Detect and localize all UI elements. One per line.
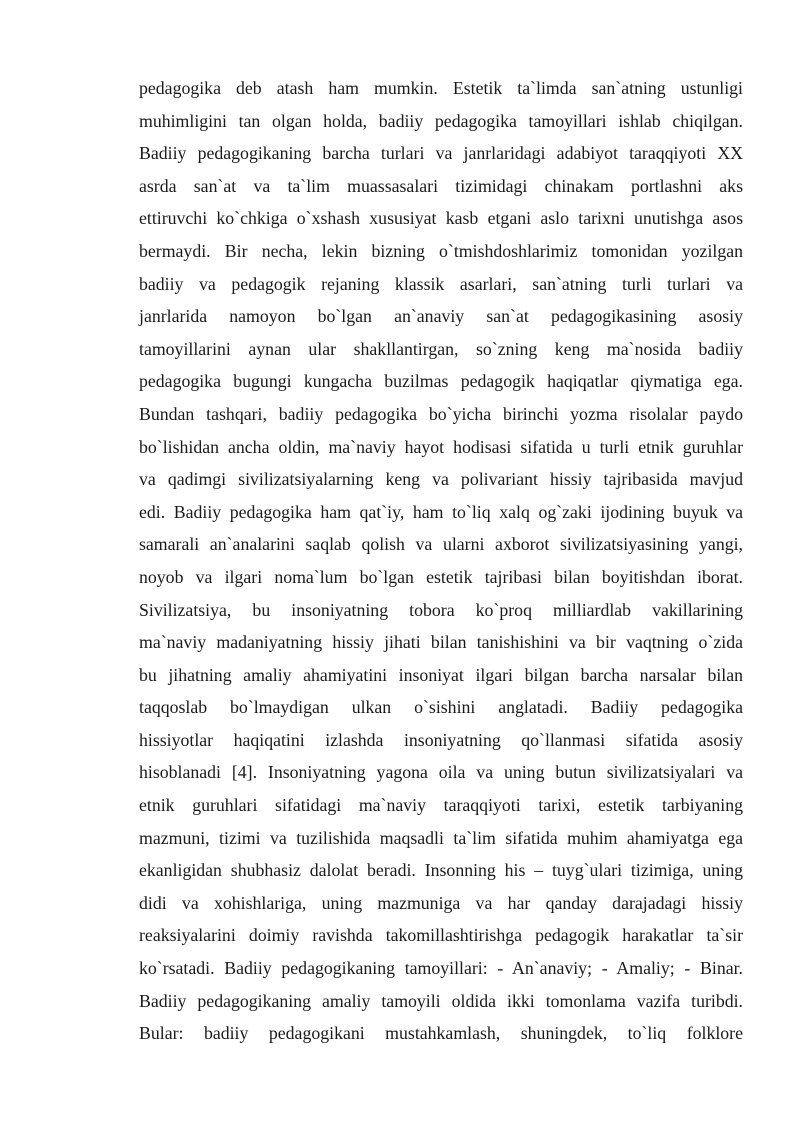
text-line: va qadimgi sivilizatsiyalarning keng va polivariant hissiy tajribasida mavjud (139, 469, 743, 490)
text-line: hissiyotlar haqiqatini izlashda insoniyatning qo`llanmasi sifatida asosiy (139, 729, 743, 750)
text-line: reaksiyalarini doimiy ravishda takomillashtirishga pedagogik harakatlar ta`sir (139, 925, 743, 946)
text-line: bo`lishidan ancha oldin, ma`naviy hayot hodisasi sifatida u turli etnik guruhlar (139, 436, 743, 457)
text-line: Badiiy pedagogikaning barcha turlari va janrlaridagi adabiyot taraqqiyoti XX (139, 143, 743, 164)
text-line: badiiy va pedagogik rejaning klassik asarlari, san`atning turli turlari va (139, 273, 743, 294)
text-line: bu jihatning amaliy ahamiyatini insoniyat ilgari bilgan barcha narsalar bilan (139, 664, 743, 685)
text-line: tamoyillarini aynan ular shakllantirgan, so`zning keng ma`nosida badiiy (139, 338, 743, 359)
body-paragraph (139, 72, 743, 1050)
text-line: Bular: badiiy pedagogikani mustahkamlash, shuningdek, to`liq folklore (139, 1023, 743, 1044)
text-line: noyob va ilgari noma`lum bo`lgan estetik tajribasi bilan boyitishdan iborat. (139, 566, 743, 587)
text-line: pedagogika bugungi kungacha buzilmas pedagogik haqiqatlar qiymatiga ega. (139, 371, 743, 392)
text-line: muhimligini tan olgan holda, badiiy pedagogika tamoyillari ishlab chiqilgan. (139, 110, 743, 131)
text-line: ekanligidan shubhasiz dalolat beradi. Insonning his – tuyg`ulari tizimiga, uning (139, 860, 743, 881)
text-line: ettiruvchi ko`chkiga o`xshash xususiyat kasb etgani aslo tarixni unutishga asos (139, 208, 743, 229)
text-line: didi va xohishlariga, uning mazmuniga va har qanday darajadagi hissiy (139, 892, 743, 913)
text-line: bermaydi. Bir necha, lekin bizning o`tmishdoshlarimiz tomonidan yozilgan (139, 240, 743, 261)
text-line: etnik guruhlari sifatidagi ma`naviy taraqqiyoti tarixi, estetik tarbiyaning (139, 795, 743, 816)
text-line: ma`naviy madaniyatning hissiy jihati bilan tanishishini va bir vaqtning o`zida (139, 632, 743, 653)
text-line: edi. Badiiy pedagogika ham qat`iy, ham to`liq xalq og`zaki ijodining buyuk va (139, 501, 743, 522)
text-line: samarali an`analarini saqlab qolish va ularni axborot sivilizatsiyasining yangi, (139, 534, 743, 555)
text-line: hisoblanadi [4]. Insoniyatning yagona oila va uning butun sivilizatsiyalari va (139, 762, 743, 783)
text-line: mazmuni, tizimi va tuzilishida maqsadli ta`lim sifatida muhim ahamiyatga ega (139, 827, 743, 848)
text-line: asrda san`at va ta`lim muassasalari tizimidagi chinakam portlashni aks (139, 175, 743, 196)
text-line: janrlarida namoyon bo`lgan an`anaviy san`at pedagogikasining asosiy (139, 306, 743, 327)
text-line: Bundan tashqari, badiiy pedagogika bo`yicha birinchi yozma risolalar paydo (139, 403, 743, 424)
text-line: Sivilizatsiya, bu insoniyatning tobora ko`proq milliardlab vakillarining (139, 599, 743, 620)
text-line: pedagogika deb atash ham mumkin. Estetik ta`limda san`atning ustunligi (139, 78, 743, 98)
text-line: ko`rsatadi. Badiiy pedagogikaning tamoyillari: - An`anaviy; - Amaliy; - Binar. (139, 958, 743, 979)
text-line: Badiiy pedagogikaning amaliy tamoyili oldida ikki tomonlama vazifa turibdi. (139, 990, 743, 1011)
text-line: taqqoslab bo`lmaydigan ulkan o`sishini anglatadi. Badiiy pedagogika (139, 697, 743, 718)
